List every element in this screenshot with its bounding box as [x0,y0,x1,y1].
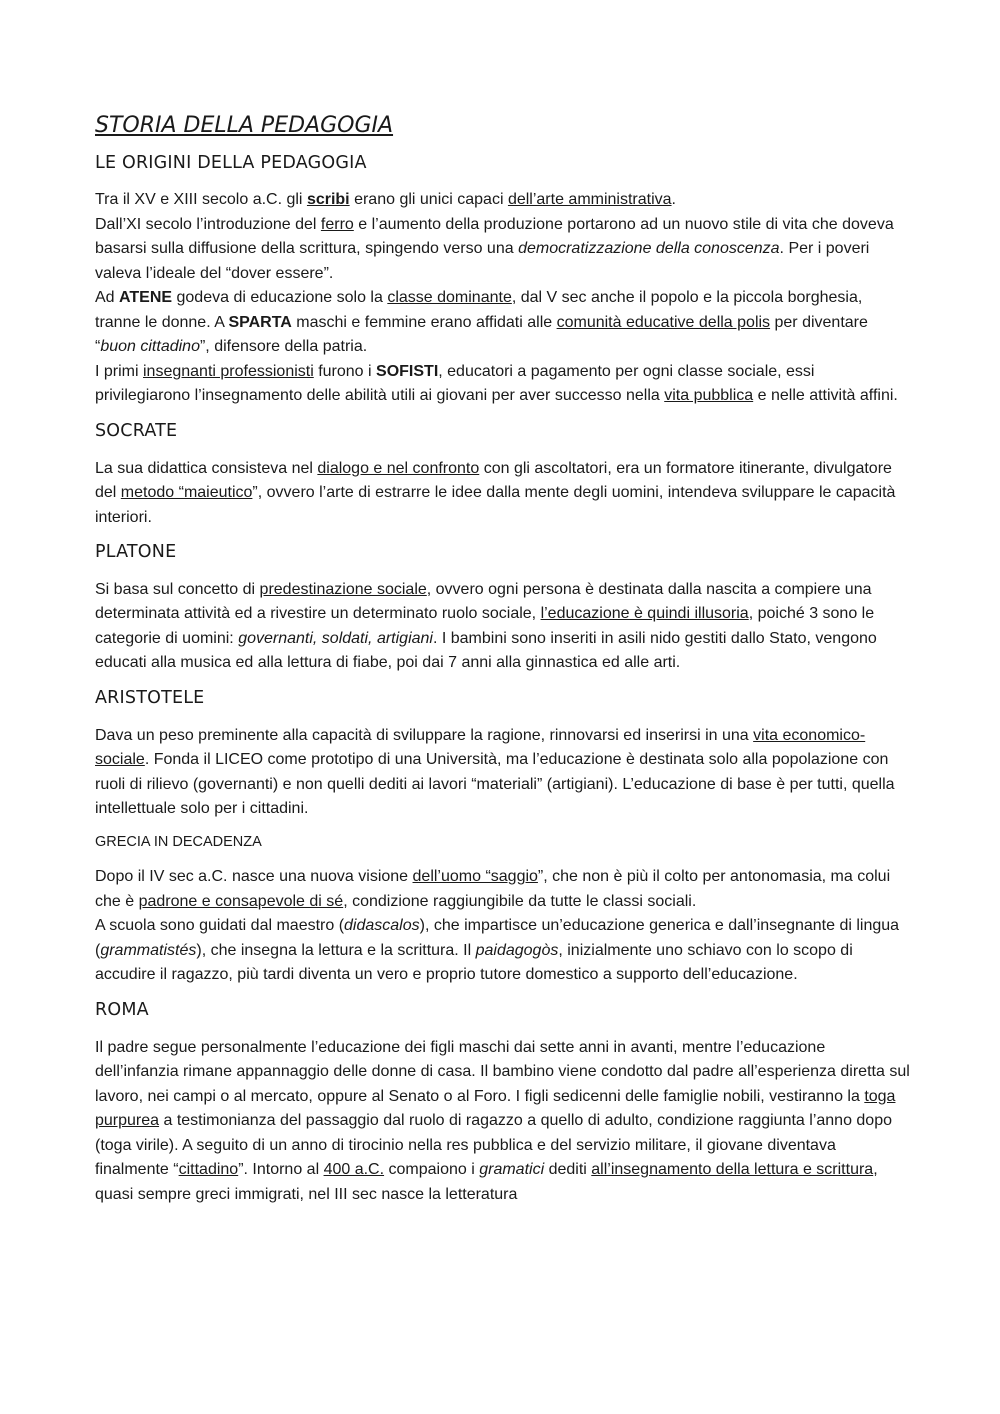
heading-grecia: GRECIA IN DECADENZA [95,833,262,850]
text: per diventare “ [95,313,868,356]
text: A scuola sono guidati dal maestro ( [95,917,345,935]
term-atene: ATENE [119,289,173,307]
text: Il padre segue personalmente l’educazione dei figli maschi dai sette anni in avanti, mentre l’educazione dell’infanzia rimane appannaggio delle donne di casa. Il bambino viene condotto dal padre all’esperienza diretta sul lavoro, nei campi o al mercato, oppure al Senato o al Foro. I figli sedicenni delle famiglie nobili, vestiranno la [95,1038,910,1105]
paragraph-roma [95,1036,910,1208]
text: ), che impartisce un’educazione generica e dall’insegnante di lingua ( [95,917,900,959]
term-educazione-illusoria: l’educazione è quindi illusoria [540,605,749,623]
term-insegnanti: insegnanti professionisti [143,362,314,380]
term-400-ac: 400 a.C. [323,1161,385,1179]
term-categorie: governanti, soldati, artigiani [238,629,433,647]
term-sparta: SPARTA [228,313,292,331]
term-grammatistes: grammatistés [100,941,197,959]
text: Dava un peso preminente alla capacità di sviluppare la ragione, rinnovarsi ed inserirsi in una [95,726,754,744]
term-scribi: scribi [306,191,350,209]
term-vita-pubblica: vita pubblica [664,387,754,405]
document-title: STORIA DELLA PEDAGOGIA [95,113,394,138]
paragraph-aristotele [95,724,910,822]
text: . Per i poveri valeva l’ideale del “dover essere”. [95,240,870,282]
text: e nelle attività affini. [753,387,898,405]
text: , quasi sempre greci immigrati, nel III sec nasce la letteratura [95,1161,878,1203]
term-cittadino: cittadino [178,1161,239,1179]
text: Si basa sul concetto di [95,580,260,598]
heading-socrate: SOCRATE [95,420,178,441]
heading-origini: LE ORIGINI DELLA PEDAGOGIA [95,152,367,173]
text: I primi [95,362,143,380]
paragraph-origini [95,188,910,409]
term-predestinazione: predestinazione sociale [259,580,427,598]
text: , dal V sec anche il popolo e la piccola borghesia, tranne le donne. A [95,289,863,331]
text: e l’aumento della produzione portarono ad un nuovo stile di vita che doveva basarsi sulla diffusione della scrittura, spingendo verso una [95,215,894,258]
text: Ad [95,289,120,307]
text: con gli ascoltatori, era un formatore itinerante, divulgatore del [95,459,892,502]
heading-roma: ROMA [95,999,149,1020]
text: , inizialmente uno schiavo con lo scopo di accudire il ragazzo, più tardi diventa un vero e proprio tutore domestico a supporto dell’educazione. [95,941,853,984]
term-padrone: padrone e consapevole di sé [138,892,344,910]
term-ferro: ferro [320,215,354,233]
paragraph-socrate [95,457,910,531]
text: compaiono i [384,1161,480,1179]
term-toga-purpurea: toga purpurea [95,1087,896,1130]
term-buon-cittadino: buon cittadino [100,338,200,356]
term-insegnamento: all’insegnamento della lettura e scrittura [591,1161,874,1179]
text: . Fonda il LICEO come prototipo di una Università, ma l’educazione è destinata solo alla popolazione con ruoli di rilievo (governanti) e non quelli dediti ai lavori “materiali” (artigiani). L’educazione di base è per tutti, quella intellettuale solo per i cittadini. [95,751,895,818]
text: . [671,191,676,209]
text: godeva di educazione solo la [172,289,388,307]
term-sofisti: SOFISTI [376,362,439,380]
text: ”, difensore della patria. [199,338,368,356]
text: , educatori a pagamento per ogni classe sociale, essi privilegiarono l’insegnamento delle abilità utili ai giovani per aver successo nella [95,362,815,405]
term-democratizzazione: democratizzazione della conoscenza [518,240,780,258]
term-comunita-educative: comunità educative della polis [556,313,771,331]
paragraph-platone [95,578,910,676]
text: ”. Intorno al [238,1161,324,1179]
heading-platone: PLATONE [95,542,177,563]
text: , ovvero ogni persona è destinata dalla nascita a compiere una determinata attività ed a rivestire un determinato ruolo sociale, [95,580,872,623]
text: La sua didattica consisteva nel [95,459,318,477]
term-classe-dominante: classe dominante [387,289,512,307]
term-didascalos: didascalos [344,917,420,935]
text: a testimonianza del passaggio dal ruolo di ragazzo a quello di adulto, condizione raggiunta l’anno dopo (toga virile). A seguito di un anno di tirocinio nella res pubblica e del servizio militare, il giovane diventava finalmente “ [95,1112,892,1179]
term-paidagogos: paidagogòs [475,941,559,959]
text: ”, che non è più il colto per antonomasia, ma colui che è [95,868,891,910]
term-gramatici: gramatici [479,1161,545,1179]
term-dialogo: dialogo e nel confronto [317,459,480,477]
term-uomo-saggio: dell’uomo “saggio [412,868,538,886]
text: ”, ovvero l’arte di estrarre le idee dalla mente degli uomini, intendeva sviluppare le capacità interiori. [95,484,896,526]
term-metodo-maieutico: metodo “maieutico [120,484,253,502]
text: . I bambini sono inseriti in asili nido gestiti dallo Stato, vengono educati alla musica ed alla lettura di fiabe, poi dai 7 anni alla ginnastica ed alle arti. [95,629,877,672]
text: ), che insegna la lettura e la scrittura. Il [196,941,476,959]
text: dediti [544,1161,592,1179]
text: , condizione raggiungibile da tutte le classi sociali. [343,892,697,910]
text: erano gli unici capaci [349,191,508,209]
text: maschi e femmine erano affidati alle [291,313,557,331]
text: , poiché 3 sono le categorie di uomini: [95,605,875,647]
text: Dall’XI secolo l’introduzione del [95,215,321,233]
term-vita-economico-sociale: vita economico-sociale [95,726,866,769]
paragraph-grecia [95,865,910,988]
document-page [95,112,910,1218]
text: Tra il XV e XIII secolo a.C. gli [95,191,307,209]
text: Dopo il IV sec a.C. nasce una nuova visione [95,868,413,886]
text: furono i [313,362,377,380]
term-arte-amministrativa: dell’arte amministrativa [507,191,672,209]
heading-aristotele: ARISTOTELE [95,687,205,708]
